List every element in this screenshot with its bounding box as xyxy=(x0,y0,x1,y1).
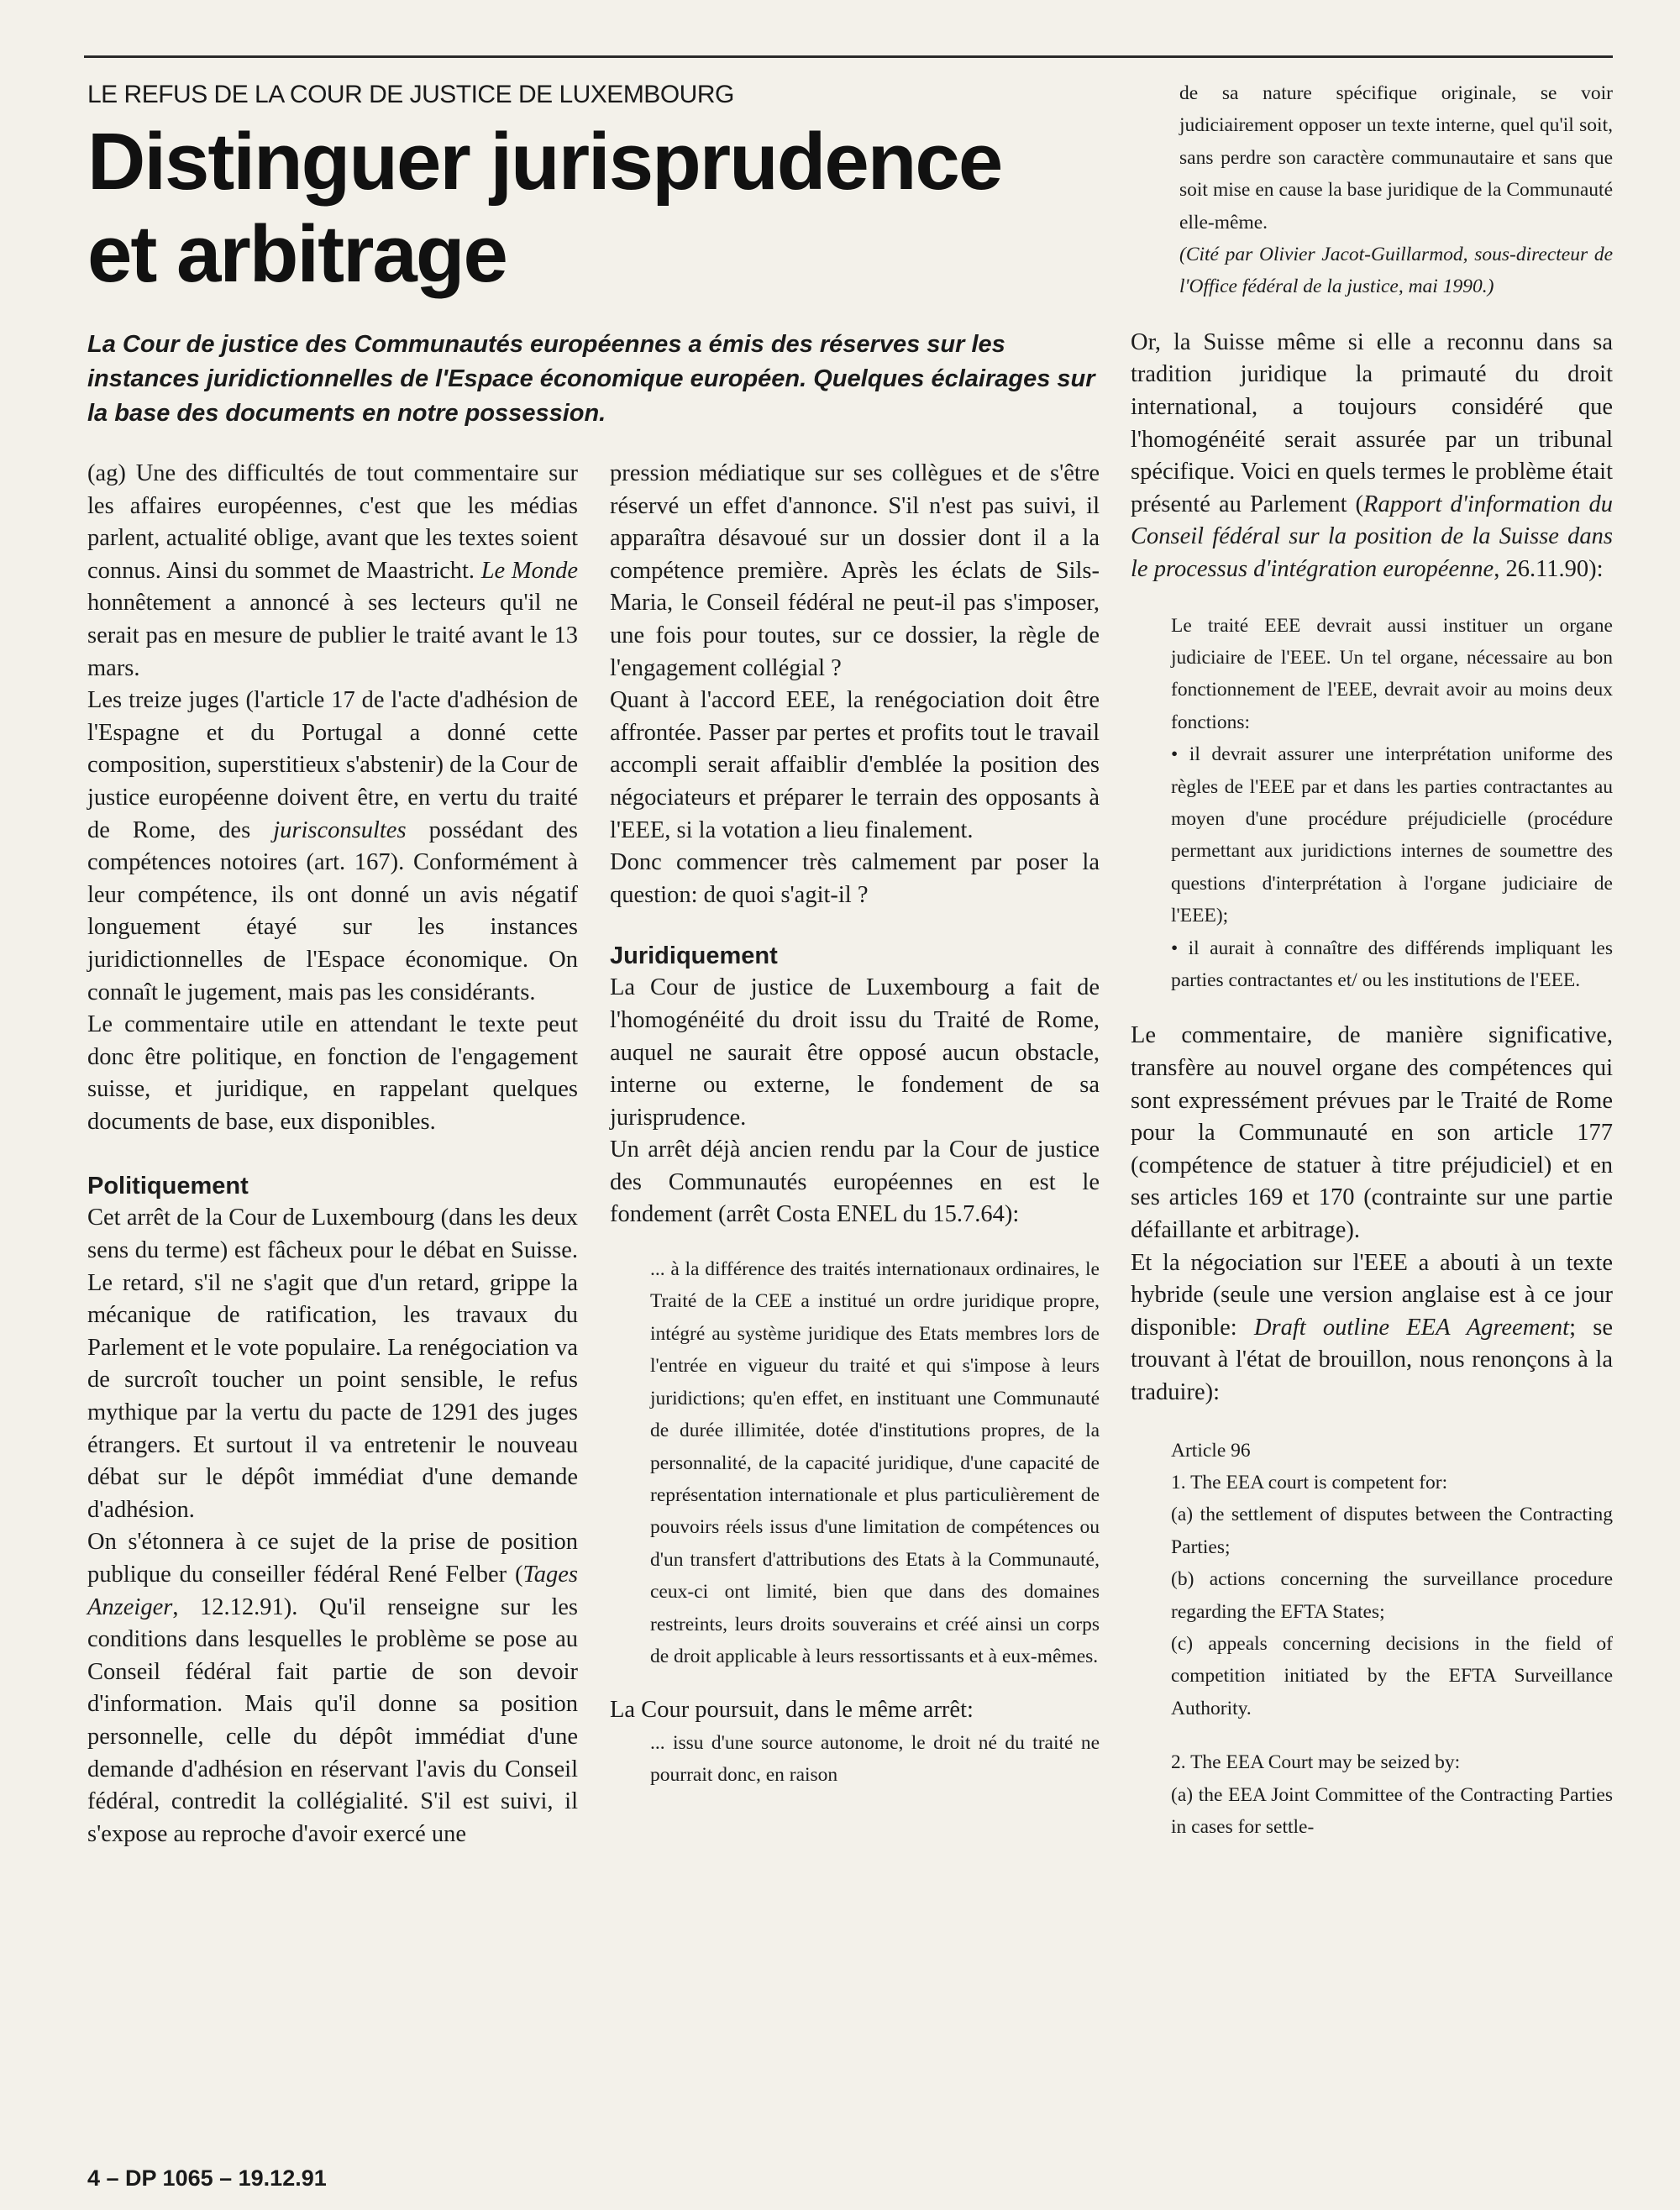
publication-name: Tages Anzeiger xyxy=(87,1562,578,1620)
article-item: (a) the EEA Joint Committee of the Contracting Parties in cases for settle- xyxy=(1171,1783,1613,1839)
paragraph: Le commentaire, de manière significative, transfère au nouvel organe des compétences qui sont expressément prévues par le Traité de Rome pour la Communauté en son article 177 (compétence de statuer à titre préjudiciel) et en ses articles 169 et 170 (contrainte sur une partie défaillante et arbitrage). xyxy=(1131,1022,1613,1244)
article-item: (c) appeals concerning decisions in the field of competition initiated by the EFTA Surveillance Authority. xyxy=(1171,1633,1613,1719)
column-1 xyxy=(87,458,578,1850)
quote-citation: (Cité par Olivier Jacot-Guillarmod, sous-directeur de l'Office fédéral de la justice, mai 1990.) xyxy=(1179,244,1613,298)
headline-line-1: Distinguer jurisprudence xyxy=(87,117,1002,207)
column-2 xyxy=(610,458,1100,1792)
text: On s'étonnera à ce sujet de la prise de position publique du conseiller fédéral René Felber ( xyxy=(87,1529,578,1588)
paragraph xyxy=(87,685,578,1009)
quote-text: ... issu d'une source autonome, le droit né du traité ne pourrait donc, en raison xyxy=(650,1731,1100,1787)
text: Une des difficultés de tout commentaire sur les affaires européennes, c'est que les médias parlent, actualité oblige, avant que les textes soient connus. Ainsi du sommet de Maastricht. xyxy=(87,460,578,584)
block-quote xyxy=(650,1727,1100,1792)
author-tag: (ag) xyxy=(87,460,126,486)
text: possédant des compétences notoires (art. 167). Conformément à leur compétence, ils ont donné un avis négatif longuement étayé sur les instances juridictionnelles de l'Espace économique. On connaît le jugement, mais pas les considérants. xyxy=(87,816,579,1005)
lead-paragraph: La Cour de justice des Communautés européennes a émis des réserves sur les instances juridictionnelles de l'Espace économique européen. Quelques éclairages sur la base des documents en notre possession. xyxy=(87,331,1095,427)
paragraph xyxy=(1131,327,1613,586)
text: Et la négociation sur l'EEE a abouti à un texte hybride (seule une version anglaise est à ce jour disponible: xyxy=(1131,1249,1613,1341)
paragraph: La Cour poursuit, dans le même arrêt: xyxy=(610,1697,974,1724)
quote-bullet: • il devrait assurer une interprétation uniforme des règles de l'EEE par et dans les parties contractantes au moyen d'une procédure préjudicielle (procédure permettant aux juridictions internes de soumettre des questions d'interprétation à l'organe judiciaire de l'EEE); xyxy=(1171,743,1613,927)
block-quote xyxy=(650,1253,1100,1672)
block-quote xyxy=(1171,610,1613,997)
article-excerpt xyxy=(1171,1435,1613,1844)
quote-text: Le traité EEE devrait aussi instituer un organe judiciaire de l'EEE. Un tel organe, nécessaire au bon fonctionnement de l'EEE, devrait avoir au moins deux fonctions: xyxy=(1171,614,1613,733)
document-title: Draft outline EEA Agreement xyxy=(1253,1314,1570,1341)
kicker: LE REFUS DE LA COUR DE JUSTICE DE LUXEMBOURG xyxy=(87,81,734,108)
emphasis: jurisconsultes xyxy=(273,816,407,843)
quote-bullet: • il aurait à connaître des différends impliquant les parties contractantes et/ ou les institutions de l'EEE. xyxy=(1171,937,1613,992)
article-item: (b) actions concerning the surveillance procedure regarding the EFTA States; xyxy=(1171,1568,1613,1623)
article-title: Article 96 xyxy=(1171,1439,1251,1462)
text: Les treize juges (l'article 17 de l'acte d'adhésion de l'Espagne et du Portugal a donné cette composition, superstitieux s'abstenir) de la Cour de justice européenne doivent être, en vertu du traité de Rome, des xyxy=(87,687,578,843)
paragraph: pression médiatique sur ses collègues et de s'être réservé un effet d'annonce. S'il n'est pas suivi, il apparaîtra désavoué sur un dossier dont il a la compétence première. Après les éclats de Sils-Maria, le Conseil fédéral ne peut-il pas s'imposer, une fois pour toutes, sur ce dossier, la règle de l'engagement collégial ? xyxy=(610,460,1100,681)
quote-text: ... à la différence des traités internationaux ordinaires, le Traité de la CEE a institué un ordre juridique propre, intégré au système juridique des Etats membres lors de l'entrée en vigueur du traité et qui s'impose à leurs juridictions; qu'en effet, en instituant une Communauté de durée illimitée, dotée d'institutions propres, de la personnalité, de la capacité juridique, d'une capacité de représentation internationale et plus particulièrement de pouvoirs réels issus d'une limitation de compétences ou d'un transfert d'attributions des Etats à la Communauté, ceux-ci ont limité, bien que dans des domaines restreints, leurs droits souverains et créé ainsi un corps de droit applicable à leurs ressortissants et à eux-mêmes. xyxy=(650,1258,1100,1667)
article-item: (a) the settlement of disputes between the Contracting Parties; xyxy=(1171,1504,1613,1558)
paragraph: Donc commencer très calmement par poser la question: de quoi s'agit-il ? xyxy=(610,849,1100,908)
text: ; se trouvant à l'état de brouillon, nous renonçons à la traduire): xyxy=(1131,1314,1613,1405)
paragraph: Un arrêt déjà ancien rendu par la Cour de justice des Communautés européennes en est le fondement (arrêt Costa ENEL du 15.7.64): xyxy=(610,1136,1100,1228)
article-item: 1. The EEA court is competent for: xyxy=(1171,1472,1448,1493)
paragraph: Quant à l'accord EEE, la renégociation doit être affrontée. Passer par pertes et profits tout le travail accompli serait affaiblir d'emblée la position des négociateurs et préparer le terrain des opposants à l'EEE, si la votation a lieu finalement. xyxy=(610,687,1100,843)
quote-text: de sa nature spécifique originale, se voir judiciairement opposer un texte interne, quel qu'il soit, sans perdre son caractère communautaire et sans que soit mise en cause la base juridique de la Communauté elle-même. xyxy=(1179,82,1613,234)
paragraph: La Cour de justice de Luxembourg a fait de l'homogénéité du droit issu du Traité de Rome, auquel ne saurait être opposé aucun obstacle, interne ou externe, le fondement de sa jurisprudence. xyxy=(610,974,1100,1131)
top-rule xyxy=(84,55,1613,58)
publication-name: Le Monde xyxy=(480,557,579,584)
subheading-juridiquement: Juridiquement xyxy=(610,942,778,970)
text: , 26.11.90): xyxy=(1494,556,1604,582)
headline-line-2: et arbitrage xyxy=(87,209,507,299)
block-quote-continued xyxy=(1179,77,1613,303)
text: honnêtement a annoncé à ses lecteurs qu'il ne serait pas en mesure de publier le traité avant le 13 mars. xyxy=(87,590,578,681)
document-title: Rapport d'information du Conseil fédéral sur la position de la Suisse dans le processus d'intégration européenne xyxy=(1131,491,1614,582)
headline xyxy=(87,116,1129,301)
text: , 12.12.91). Qu'il renseigne sur les conditions dans lesquelles le problème se pose au Conseil fédéral fait partie de son devoir d'information. Mais qu'il donne sa position personnelle, celle du dépôt immédiat d'une demande d'adhésion en réservant l'avis du Conseil fédéral, contredit la collégialité. S'il est suivi, il s'expose au reproche d'avoir exercé une xyxy=(87,1593,578,1847)
paragraph xyxy=(87,1526,578,1850)
subheading-politiquement: Politiquement xyxy=(87,1173,249,1200)
paragraph: Le commentaire utile en attendant le texte peut donc être politique, en fonction de l'engagement suisse, et juridique, en rappelant quelques documents de base, eux disponibles. xyxy=(87,1011,578,1135)
column-3 xyxy=(1131,77,1613,1866)
paragraph xyxy=(87,458,578,685)
article-item: 2. The EEA Court may be seized by: xyxy=(1171,1751,1461,1774)
paragraph: Cet arrêt de la Cour de Luxembourg (dans les deux sens du terme) est fâcheux pour le débat en Suisse. Le retard, s'il ne s'agit que d'un retard, grippe la mécanique de ratification, les travaux du Parlement et le vote populaire. La renégociation va de surcroît toucher un point sensible, le refus mythique par la vertu du pacte de 1291 des juges étrangers. Et surtout il va entretenir le nouveau débat sur le dépôt immédiat d'une demande d'adhésion. xyxy=(87,1205,578,1523)
paragraph xyxy=(1131,1247,1613,1409)
text: Or, la Suisse même si elle a reconnu dans sa tradition juridique la primauté du droit international, a toujours considéré que l'homogénéité serait assurée par un tribunal spécifique. Voici en quels termes le problème était présenté au Parlement ( xyxy=(1131,328,1613,517)
page-footer: 4 – DP 1065 – 19.12.91 xyxy=(87,2165,327,2191)
